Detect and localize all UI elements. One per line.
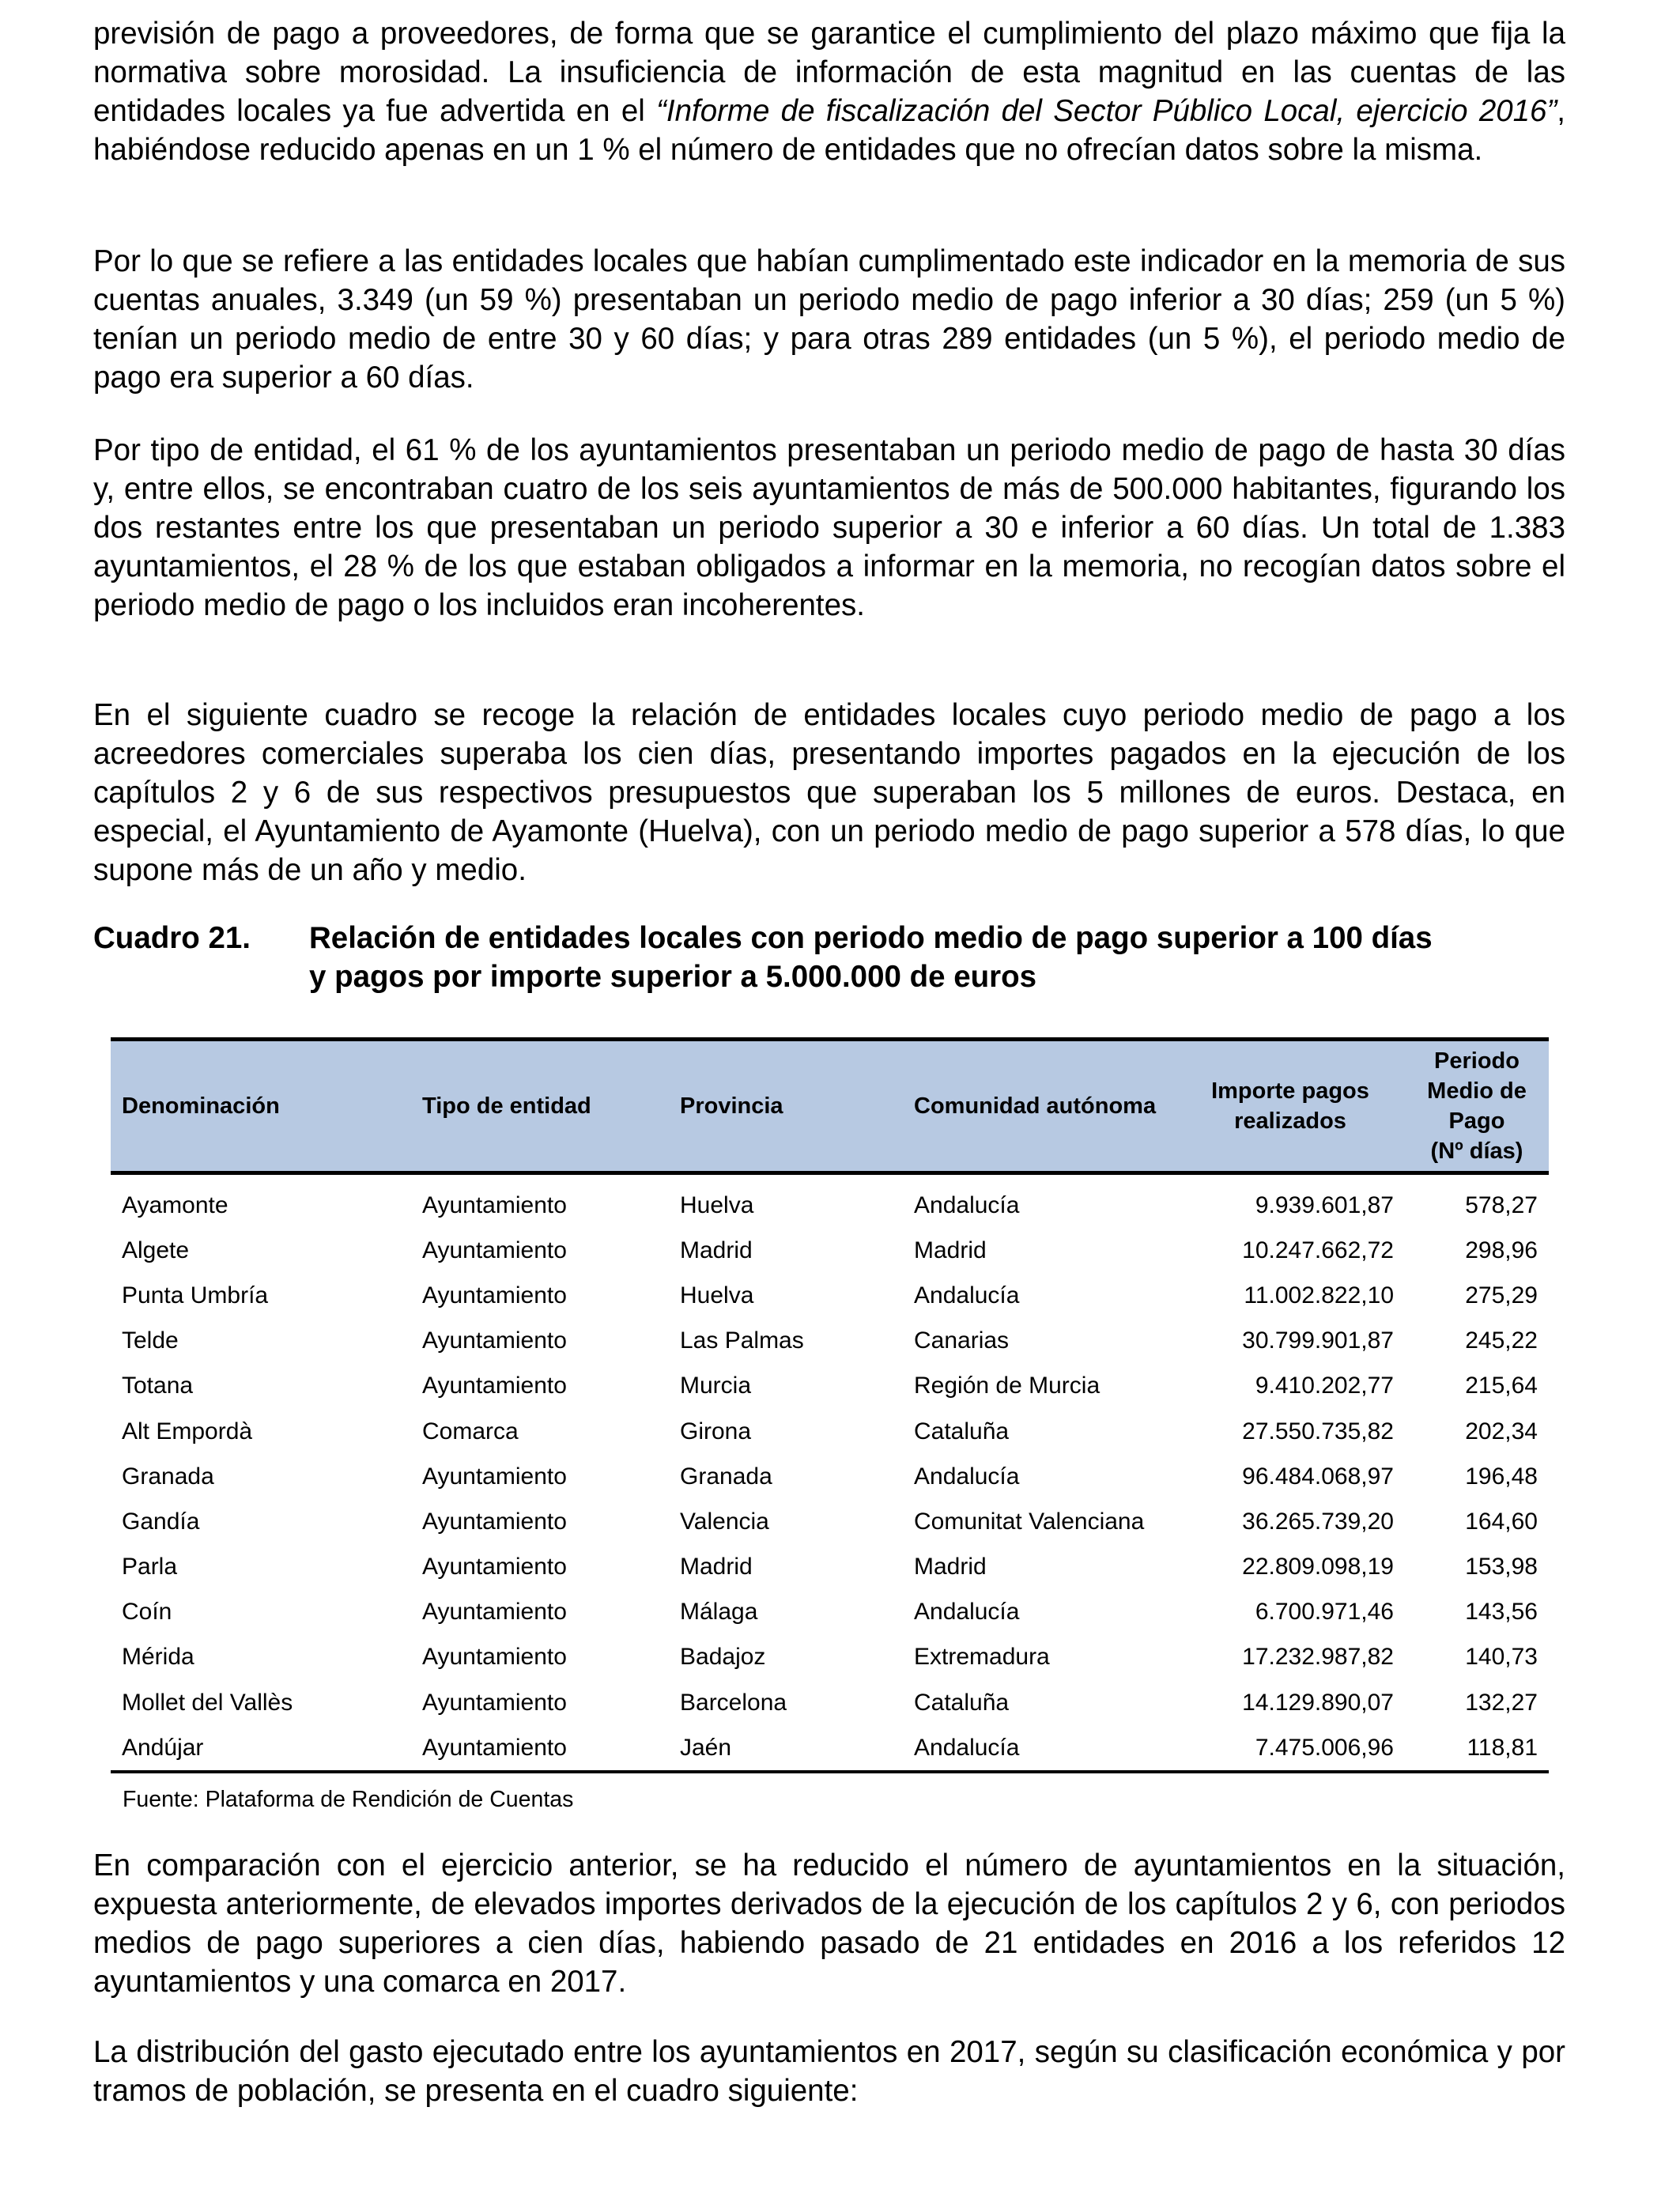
cell-provincia: Huelva [680,1282,754,1308]
paragraph-1 [93,14,1565,169]
cell-denominacion: Punta Umbría [122,1282,269,1308]
cell-comunidad: Andalucía [914,1463,1020,1490]
cell-periodo: 143,56 [1465,1599,1538,1626]
header-comunidad: Comunidad autónoma [903,1040,1176,1173]
header-periodo-line-1: Periodo [1434,1048,1520,1074]
table-row [111,1273,1549,1318]
cell-comunidad: Canarias [914,1327,1010,1354]
cell-provincia: Valencia [680,1508,769,1535]
cell-provincia: Las Palmas [680,1327,804,1354]
cell-tipo-entidad: Ayuntamiento [422,1191,567,1218]
cell-importe: 14.129.890,07 [1242,1689,1394,1716]
paragraph-4: En el siguiente cuadro se recoge la relación de entidades locales cuyo periodo medio de pago a los acreedores comerciales superaba los cien días, presentando importes pagados en la ejecución de los capítulos 2 y 6 de sus respectivos presupuestos que superaban los 5 millones de euros. Destaca, en especial, el Ayuntamiento de Ayamonte (Huelva), con un periodo medio de pago superior a 578 días, lo que supone más de un año y medio. [93,698,1565,887]
cell-tipo-entidad: Ayuntamiento [422,1463,567,1490]
paragraph-2: Por lo que se refiere a las entidades locales que habían cumplimentado este indicador en la memoria de sus cuentas anuales, 3.349 (un 59 %) presentaban un periodo medio de pago inferior a 30 días; 259 (un 5 %) tenían un periodo medio de entre 30 y 60 días; y para otras 289 entidades (un 5 %), el periodo medio de pago era superior a 60 días. [93,244,1565,395]
cell-periodo: 118,81 [1405,1725,1549,1772]
table-caption-number: Cuadro 21. [93,921,251,955]
cell-importe: 36.265.739,20 [1242,1508,1394,1535]
cell-denominacion: Granada [122,1463,214,1490]
cell-comunidad: Región de Murcia [914,1373,1100,1399]
cell-periodo: 578,27 [1465,1191,1538,1218]
header-denominacion: Denominación [111,1040,411,1173]
cell-importe: 7.475.006,96 [1176,1725,1405,1772]
cell-comunidad: Andalucía [914,1191,1020,1218]
cell-comunidad: Comunitat Valenciana [914,1508,1145,1535]
cell-provincia: Málaga [680,1599,758,1626]
paragraph-1-text-b: , habiéndose reducido apenas en un 1 % el número de entidades que no ofrecían datos sobre la misma. [93,94,1565,167]
cell-periodo: 245,22 [1465,1327,1538,1354]
cell-importe: 11.002.822,10 [1244,1282,1394,1308]
table-row [111,1319,1549,1364]
table-body [111,1173,1549,1773]
header-periodo-line-2: Medio de [1427,1078,1527,1104]
cell-tipo-entidad: Ayuntamiento [422,1644,567,1671]
table-header-row [111,1040,1549,1173]
cell-tipo-entidad: Ayuntamiento [422,1327,567,1354]
cell-importe: 9.939.601,87 [1255,1191,1394,1218]
cell-denominacion: Mollet del Vallès [122,1689,293,1716]
cell-denominacion: Alt Empordà [122,1418,253,1444]
cell-denominacion: Totana [122,1373,194,1399]
cell-denominacion: Gandía [122,1508,200,1535]
cell-comunidad: Cataluña [914,1689,1010,1716]
header-periodo-line-4: (Nº días) [1430,1139,1523,1164]
header-importe-line-1: Importe pagos [1211,1078,1369,1104]
table-row [111,1409,1549,1454]
cell-provincia: Girona [680,1418,752,1444]
cell-periodo: 140,73 [1465,1644,1538,1671]
cell-provincia: Granada [680,1463,772,1490]
header-importe-line-2: realizados [1234,1108,1346,1134]
cell-tipo-entidad: Ayuntamiento [422,1689,567,1716]
cell-tipo-entidad: Ayuntamiento [422,1373,567,1399]
cell-tipo-entidad: Ayuntamiento [411,1725,669,1772]
cell-periodo: 164,60 [1465,1508,1538,1535]
cell-denominacion: Ayamonte [122,1191,228,1218]
cell-periodo: 202,34 [1465,1418,1538,1444]
header-periodo-line-3: Pago [1448,1108,1505,1134]
cell-periodo: 275,29 [1465,1282,1538,1308]
cell-denominacion: Parla [122,1554,178,1580]
cell-periodo: 215,64 [1465,1373,1538,1399]
cell-provincia: Jaén [669,1725,903,1772]
cell-comunidad: Andalucía [914,1599,1020,1626]
table-row [111,1364,1549,1409]
table-row [111,1454,1549,1499]
header-tipo-entidad: Tipo de entidad [411,1040,669,1173]
cell-denominacion: Algete [122,1237,190,1263]
cell-denominacion: Mérida [122,1644,194,1671]
cell-tipo-entidad: Ayuntamiento [422,1282,567,1308]
cell-periodo: 132,27 [1465,1689,1538,1716]
cell-provincia: Madrid [680,1237,753,1263]
table-caption-title-line-2: y pagos por importe superior a 5.000.000 de euros [309,960,1037,994]
table-source-note: Fuente: Plataforma de Rendición de Cuentas [123,1787,574,1812]
table-row [111,1680,1549,1725]
cell-importe: 17.232.987,82 [1242,1644,1394,1671]
table-row [111,1590,1549,1635]
table-row [111,1635,1549,1680]
paragraph-6: La distribución del gasto ejecutado entre los ayuntamientos en 2017, según su clasificación económica y por tramos de población, se presenta en el cuadro siguiente: [93,2035,1565,2108]
cell-tipo-entidad: Comarca [422,1418,519,1444]
cell-comunidad: Madrid [914,1237,987,1263]
paragraph-1-text-a: previsión de pago a proveedores, de forma que se garantice el cumplimiento del plazo máximo que fija la normativa sobre morosidad. La insuficiencia de información de esta magnitud en las cuentas de las entidades locales ya fue advertida en el [93,17,1565,128]
table-row [111,1725,1549,1772]
entities-table-container [111,1037,1549,1773]
cell-tipo-entidad: Ayuntamiento [422,1508,567,1535]
header-provincia: Provincia [669,1040,903,1173]
table-row [111,1228,1549,1273]
table-caption-title-line-1: Relación de entidades locales con periodo medio de pago superior a 100 días [309,921,1433,955]
cell-denominacion: Telde [122,1327,179,1354]
report-title-italic: “Informe de fiscalización del Sector Público Local, ejercicio 2016” [656,94,1557,128]
cell-comunidad: Andalucía [914,1282,1020,1308]
cell-importe: 27.550.735,82 [1242,1418,1394,1444]
cell-comunidad: Andalucía [903,1725,1176,1772]
header-periodo [1405,1040,1549,1173]
table-row [111,1545,1549,1590]
cell-importe: 96.484.068,97 [1242,1463,1394,1490]
cell-comunidad: Cataluña [914,1418,1010,1444]
table-caption-title [309,919,1558,996]
cell-tipo-entidad: Ayuntamiento [422,1237,567,1263]
table-row [111,1499,1549,1544]
cell-importe: 22.809.098,19 [1242,1554,1394,1580]
cell-provincia: Badajoz [680,1644,766,1671]
cell-denominacion: Andújar [111,1725,411,1772]
cell-provincia: Murcia [680,1373,752,1399]
cell-periodo: 298,96 [1465,1237,1538,1263]
cell-importe: 30.799.901,87 [1242,1327,1394,1354]
entities-table [111,1037,1549,1773]
cell-provincia: Madrid [680,1554,753,1580]
cell-importe: 9.410.202,77 [1255,1373,1394,1399]
cell-comunidad: Extremadura [914,1644,1050,1671]
header-importe [1176,1040,1405,1173]
paragraph-5: En comparación con el ejercicio anterior, se ha reducido el número de ayuntamientos en la situación, expuesta anteriormente, de elevados importes derivados de la ejecución de los capítulos 2 y 6, con periodos medios de pago superiores a cien días, habiendo pasado de 21 entidades en 2016 a los referidos 12 ayuntamientos y una comarca en 2017. [93,1848,1565,1999]
paragraph-3: Por tipo de entidad, el 61 % de los ayuntamientos presentaban un periodo medio de pago de hasta 30 días y, entre ellos, se encontraban cuatro de los seis ayuntamientos de más de 500.000 habitantes, figurando los dos restantes entre los que presentaban un periodo superior a 30 e inferior a 60 días. Un total de 1.383 ayuntamientos, el 28 % de los que estaban obligados a informar en la memoria, no recogían datos sobre el periodo medio de pago o los incluidos eran incoherentes. [93,433,1565,622]
cell-tipo-entidad: Ayuntamiento [422,1599,567,1626]
cell-importe: 6.700.971,46 [1255,1599,1394,1626]
cell-tipo-entidad: Ayuntamiento [422,1554,567,1580]
cell-comunidad: Madrid [914,1554,987,1580]
cell-provincia: Barcelona [680,1689,787,1716]
cell-periodo: 196,48 [1465,1463,1538,1490]
cell-provincia: Huelva [680,1191,754,1218]
cell-importe: 10.247.662,72 [1242,1237,1394,1263]
table-row [111,1173,1549,1229]
cell-periodo: 153,98 [1465,1554,1538,1580]
cell-denominacion: Coín [122,1599,172,1626]
